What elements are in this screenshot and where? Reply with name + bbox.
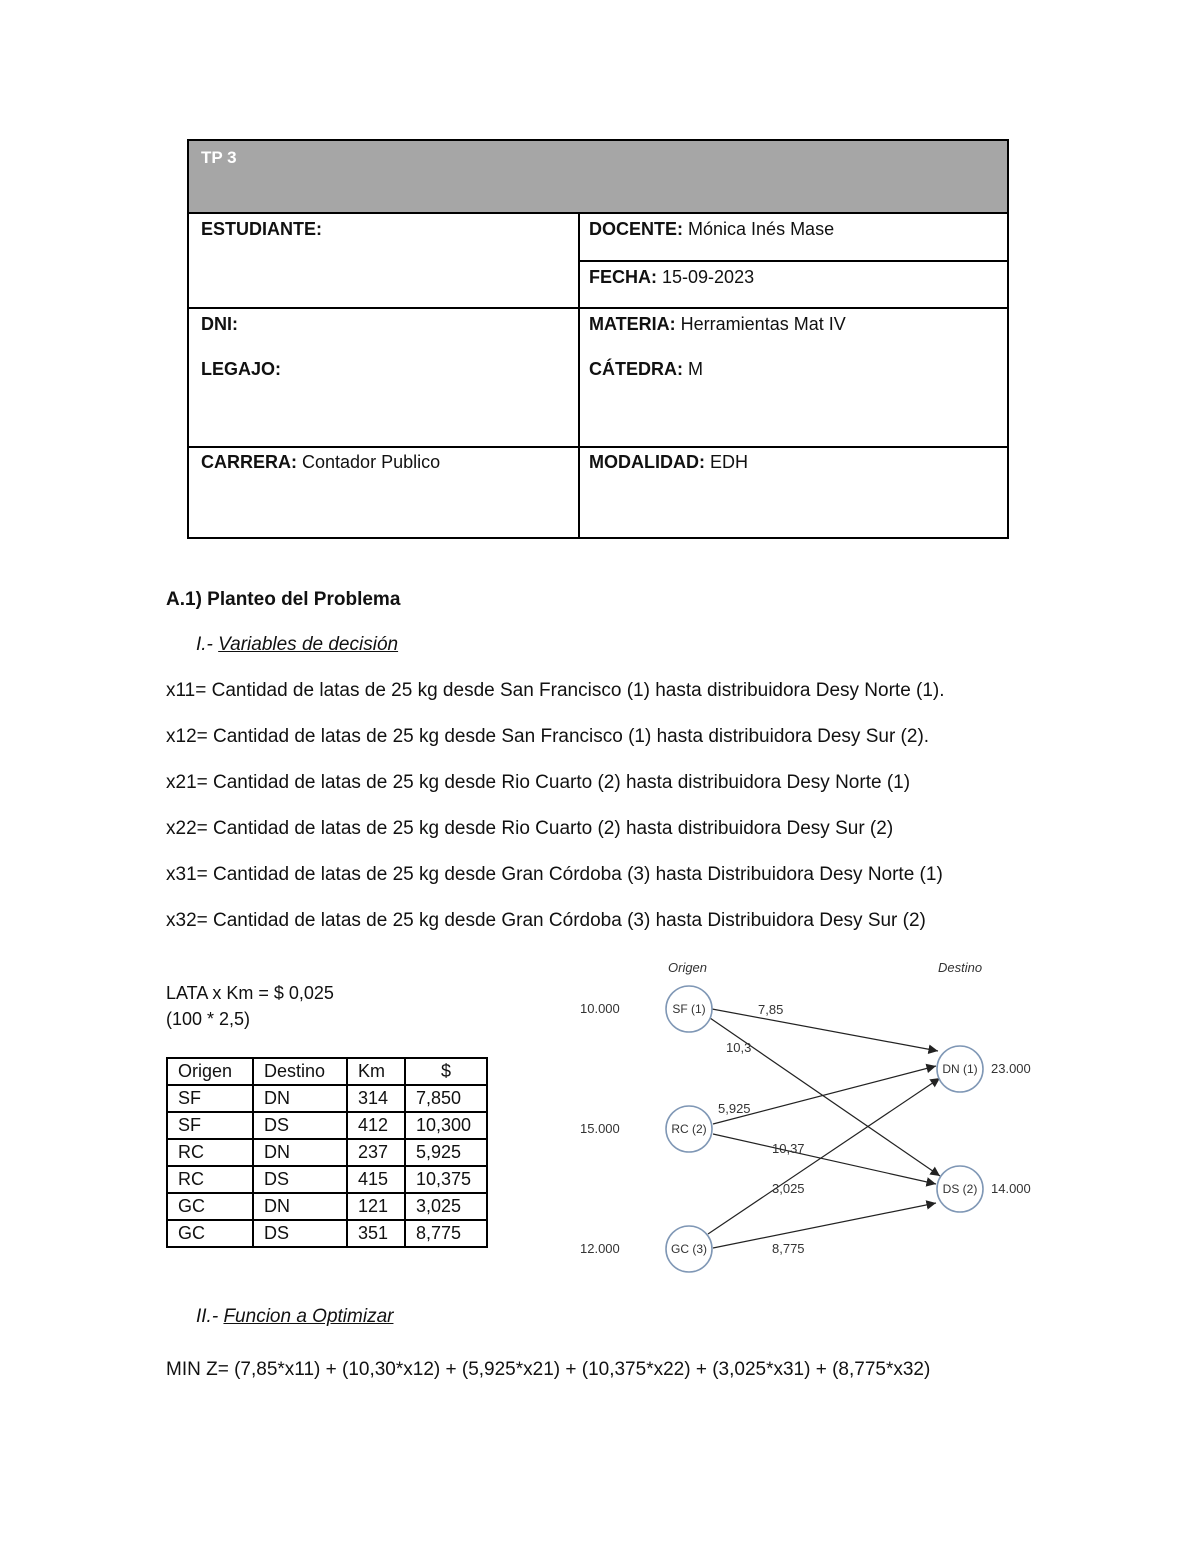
lata-calc-line: (100 * 2,5) (166, 1009, 251, 1029)
origin-node-label: GC (3) (671, 1242, 707, 1256)
table-row (167, 1139, 487, 1166)
variable-definition: x11= Cantidad de latas de 25 kg desde San Francisco (1) hasta distribuidora Desy Norte (1). (166, 680, 945, 701)
table-cell: DN (253, 1085, 347, 1112)
modalidad-value: EDH (710, 452, 749, 472)
table-cell: RC (167, 1166, 253, 1193)
edge-cost-label: 7,85 (758, 1002, 784, 1017)
table-cell: DS (253, 1112, 347, 1139)
edge-cost-label: 8,775 (772, 1241, 805, 1256)
table-cell: 3,025 (405, 1193, 487, 1220)
table-cell: DN (253, 1139, 347, 1166)
objective-title: Funcion a Optimizar (223, 1306, 394, 1327)
docente-field (589, 219, 834, 240)
table-cell: DN (253, 1193, 347, 1220)
table-row (167, 1220, 487, 1247)
row-divider (189, 446, 1007, 448)
carrera-value: Contador Publico (302, 452, 441, 472)
dni-label: DNI: (201, 314, 238, 334)
materia-value: Herramientas Mat IV (680, 314, 846, 334)
objective-prefix: II.- (196, 1306, 219, 1327)
materia-label: MATERIA: (589, 314, 676, 334)
edge-cost-label: 5,925 (718, 1101, 751, 1116)
column-divider (578, 214, 580, 539)
edge-cost-label: 10,3 (726, 1040, 752, 1055)
fecha-value: 15-09-2023 (662, 267, 755, 287)
destination-title: Destino (938, 960, 983, 975)
row-divider (189, 307, 1007, 309)
table-row (167, 1085, 487, 1112)
cost-table (166, 1057, 488, 1248)
catedra-value: M (688, 359, 704, 379)
variables-prefix: I.- (196, 634, 213, 655)
table-cell: 5,925 (405, 1139, 487, 1166)
col-header: Origen (167, 1058, 253, 1085)
table-cell: SF (167, 1085, 253, 1112)
catedra-label: CÁTEDRA: (589, 359, 683, 379)
demand-label: 14.000 (991, 1181, 1031, 1196)
estudiante-field (201, 219, 322, 240)
carrera-label: CARRERA: (201, 452, 297, 472)
table-cell: 237 (347, 1139, 405, 1166)
table-cell: DS (253, 1220, 347, 1247)
supply-label: 10.000 (580, 1001, 620, 1016)
materia-field (589, 314, 846, 335)
docente-value: Mónica Inés Mase (688, 219, 835, 239)
demand-label: 23.000 (991, 1061, 1031, 1076)
fecha-label: FECHA: (589, 267, 657, 287)
table-cell: DS (253, 1166, 347, 1193)
legajo-field (201, 359, 281, 380)
edge-gc-ds (713, 1203, 936, 1248)
row-divider (578, 260, 1009, 262)
edge-cost-label: 3,025 (772, 1181, 805, 1196)
supply-label: 15.000 (580, 1121, 620, 1136)
estudiante-label: ESTUDIANTE: (201, 219, 322, 239)
col-header: $ (405, 1058, 487, 1085)
table-cell: 314 (347, 1085, 405, 1112)
table-cell: GC (167, 1220, 253, 1247)
table-row (167, 1112, 487, 1139)
table-row (167, 1166, 487, 1193)
catedra-field (589, 359, 703, 380)
table-cell: 10,300 (405, 1112, 487, 1139)
lata-cost-line: LATA x Km = $ 0,025 (166, 983, 334, 1003)
destination-node-label: DS (2) (942, 1182, 978, 1196)
table-cell: 351 (347, 1220, 405, 1247)
variable-definition: x32= Cantidad de latas de 25 kg desde Gran Córdoba (3) hasta Distribuidora Desy Sur (2) (166, 910, 926, 931)
col-header: Km (347, 1058, 405, 1085)
table-row (167, 1193, 487, 1220)
legajo-label: LEGAJO: (201, 359, 282, 379)
objective-formula: MIN Z= (7,85*x11) + (10,30*x12) + (5,925*x21) + (10,375*x22) + (3,025*x31) + (8,775*x32) (166, 1359, 931, 1380)
tp-title: TP 3 (201, 148, 237, 167)
header-table (187, 139, 1009, 539)
table-cell: 10,375 (405, 1166, 487, 1193)
edge-cost-label: 10,37 (772, 1141, 805, 1156)
destination-node-label: DN (1) (942, 1062, 978, 1076)
origin-node-label: SF (1) (672, 1002, 706, 1016)
table-cell: GC (167, 1193, 253, 1220)
variables-title: Variables de decisión (218, 634, 399, 655)
objective-heading (196, 1306, 393, 1328)
fecha-field (589, 267, 754, 288)
origin-title: Origen (668, 960, 708, 975)
variable-definition: x31= Cantidad de latas de 25 kg desde Gran Córdoba (3) hasta Distribuidora Desy Norte (1) (166, 864, 943, 885)
table-cell: SF (167, 1112, 253, 1139)
variables-heading (196, 634, 398, 656)
table-cell: 8,775 (405, 1220, 487, 1247)
variable-definition: x22= Cantidad de latas de 25 kg desde Rio Cuarto (2) hasta distribuidora Desy Sur (2) (166, 818, 894, 839)
table-cell: 412 (347, 1112, 405, 1139)
header-title-band (189, 141, 1007, 214)
table-cell: 415 (347, 1166, 405, 1193)
docente-label: DOCENTE: (589, 219, 683, 239)
supply-label: 12.000 (580, 1241, 620, 1256)
dni-field (201, 314, 238, 335)
carrera-field (201, 452, 440, 473)
table-cell: 7,850 (405, 1085, 487, 1112)
transport-network-diagram (560, 950, 1050, 1280)
modalidad-label: MODALIDAD: (589, 452, 705, 472)
modalidad-field (589, 452, 748, 473)
edge-rc-ds (713, 1134, 936, 1184)
origin-node-label: RC (2) (671, 1122, 707, 1136)
col-header: Destino (253, 1058, 347, 1085)
table-cell: 121 (347, 1193, 405, 1220)
table-cell: RC (167, 1139, 253, 1166)
cost-table-header-row (167, 1058, 487, 1085)
section-title: A.1) Planteo del Problema (166, 589, 401, 610)
variable-definition: x21= Cantidad de latas de 25 kg desde Rio Cuarto (2) hasta distribuidora Desy Norte (1) (166, 772, 911, 793)
variable-definition: x12= Cantidad de latas de 25 kg desde San Francisco (1) hasta distribuidora Desy Sur (2). (166, 726, 930, 747)
